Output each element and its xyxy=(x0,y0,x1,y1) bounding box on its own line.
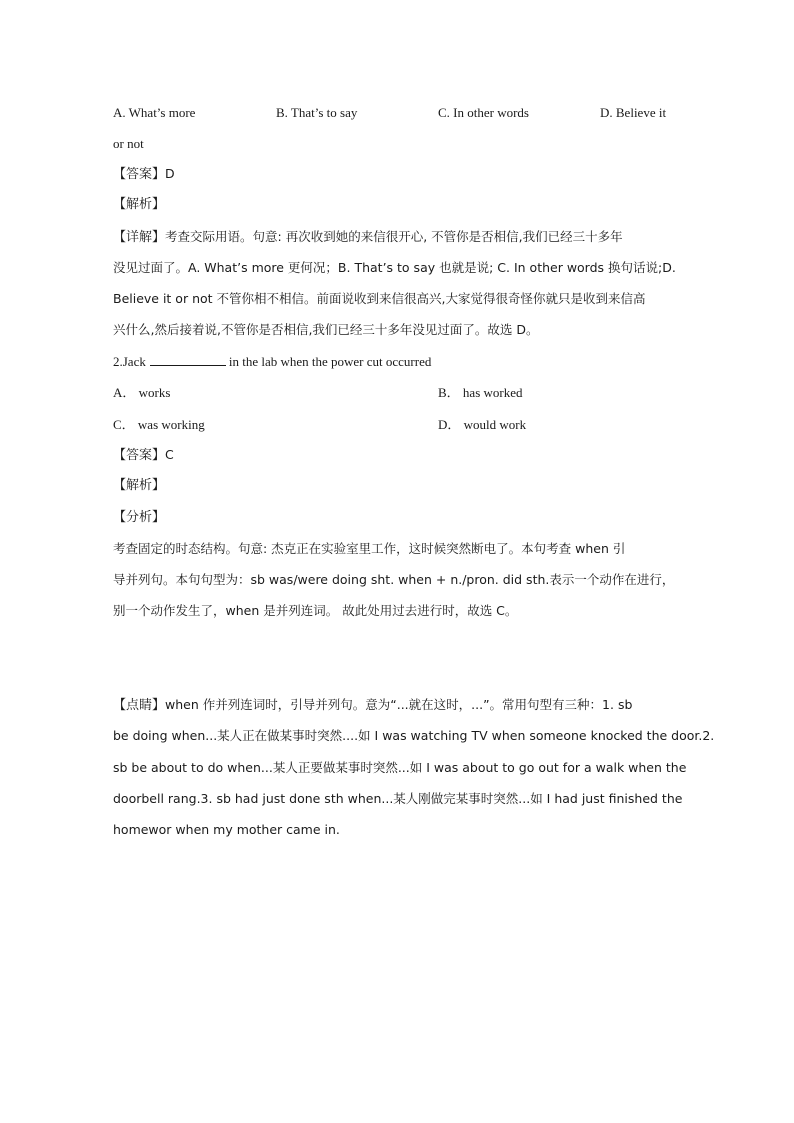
q2-option-a-text: works xyxy=(138,385,171,400)
q2-answer-label: 【答案】 xyxy=(113,448,166,463)
q1-detail-label: 【详解】 xyxy=(113,230,166,245)
q2-option-a-letter: A． xyxy=(113,385,136,400)
q2-option-d-letter: D． xyxy=(438,417,461,432)
q2-option-c-letter: C． xyxy=(113,417,135,432)
q2-option-b-letter: B． xyxy=(438,385,460,400)
q2-fenxi-line-1: 考查固定的时态结构。句意: 杰克正在实验室里工作，这时候突然断电了。本句考查 when 引 xyxy=(113,541,626,556)
q2-dianjing-line-5: homewor when my mother came in. xyxy=(113,822,340,837)
q2-option-a xyxy=(113,383,170,403)
q2-option-b-text: has worked xyxy=(462,385,523,400)
q1-detail-text-1: 考查交际用语。句意: 再次收到她的来信很开心, 不管你是否相信,我们已经三十多年 xyxy=(165,229,623,244)
q2-dianjing-label: 【点睛】 xyxy=(113,698,166,713)
q1-detail-line-1 xyxy=(113,227,693,248)
q1-detail-line-4: 兴什么,然后接着说,不管你是否相信,我们已经三十多年没见过面了。故选 D。 xyxy=(113,322,539,337)
q1-option-d: D. Believe it xyxy=(600,105,667,120)
q2-dianjing-line-4: doorbell rang.3. sb had just done sth when...某人刚做完某事时突然...如 I had just finished the xyxy=(113,791,683,806)
q1-answer-value: D xyxy=(165,166,175,181)
q2-fenxi-line-2: 导并列句。本句句型为：sb was/were doing sht. when + n./pron. did sth.表示一个动作在进行， xyxy=(113,572,675,587)
q2-dianjing-line-2: be doing when...某人正在做某事时突然....如 I was watching TV when someone knocked the door.2. xyxy=(113,728,715,743)
q2-dianjing-line-1 xyxy=(113,695,693,716)
q1-option-a: A. What’s more xyxy=(113,105,196,120)
q2-dianjing-line-3: sb be about to do when...某人正要做某事时突然...如 I was about to go out for a walk when the xyxy=(113,760,687,775)
q2-fenxi-line-3: 别一个动作发生了，when 是并列连词。 故此处用过去进行时，故选 C。 xyxy=(113,603,518,618)
q2-stem xyxy=(113,352,693,372)
q2-option-d-text: would work xyxy=(463,417,527,432)
q2-option-d xyxy=(438,415,526,435)
q1-option-c: C. In other words xyxy=(438,105,529,120)
q2-stem-after: in the lab when the power cut occurred xyxy=(228,354,432,369)
q2-fenxi-label: 【分析】 xyxy=(113,510,166,525)
q2-answer-blank xyxy=(150,352,226,366)
q1-detail-line-2: 没见过面了。A. What’s more 更何况；B. That’s to say 也就是说; C. In other words 换句话说;D. xyxy=(113,260,676,275)
q1-detail-line-3: Believe it or not 不管你相不相信。前面说收到来信很高兴,大家觉得很奇怪你就只是收到来信高 xyxy=(113,291,646,306)
q2-answer xyxy=(113,445,693,466)
q2-dianjing-text-1: when 作并列连词时，引导并列句。意为“...就在这时，...”。常用句型有三种：1. sb xyxy=(165,697,633,712)
q2-analysis-label: 【解析】 xyxy=(113,478,166,493)
q1-analysis-label: 【解析】 xyxy=(113,197,166,212)
q1-answer xyxy=(113,164,693,185)
q2-option-c xyxy=(113,415,205,435)
q1-answer-label: 【答案】 xyxy=(113,167,166,182)
q1-option-d-continuation: or not xyxy=(113,136,144,151)
q2-stem-before: 2.Jack xyxy=(113,354,146,369)
q2-answer-value: C xyxy=(165,447,174,462)
q1-option-b: B. That’s to say xyxy=(276,105,358,120)
q2-option-c-text: was working xyxy=(137,417,205,432)
q2-option-b xyxy=(438,383,523,403)
